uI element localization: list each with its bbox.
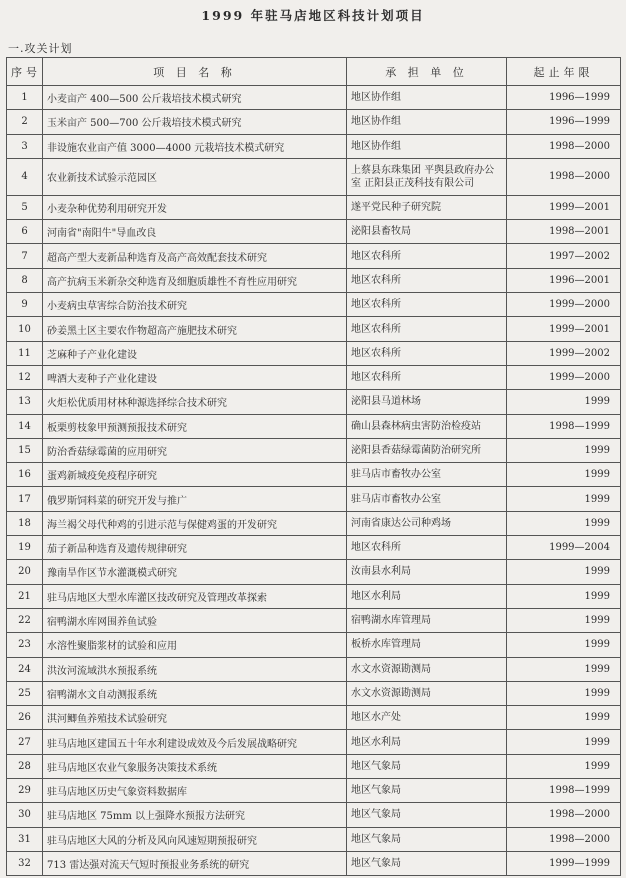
- year-range: 1999: [507, 390, 621, 414]
- header-unit: 承 担 单 位: [347, 58, 507, 86]
- year-range: 1999: [507, 706, 621, 730]
- section-title: 一.攻关计划: [8, 42, 73, 55]
- table-row: [7, 341, 621, 365]
- header-no: 序号: [7, 58, 43, 86]
- row-number: 20: [7, 560, 43, 584]
- undertaking-unit: 板桥水库管理局: [347, 633, 507, 657]
- row-number: 15: [7, 438, 43, 462]
- row-number: 7: [7, 244, 43, 268]
- project-name: 河南省"南阳牛"导血改良: [43, 220, 347, 244]
- project-name: 小麦病虫草害综合防治技术研究: [43, 293, 347, 317]
- row-number: 5: [7, 195, 43, 219]
- undertaking-unit: 泌阳县马道林场: [347, 390, 507, 414]
- row-number: 28: [7, 754, 43, 778]
- table-row: [7, 220, 621, 244]
- undertaking-unit: 宿鸭湖水库管理局: [347, 608, 507, 632]
- project-name: 豫南旱作区节水灌溉模式研究: [43, 560, 347, 584]
- project-name: 小麦亩产 400—500 公斤栽培技术模式研究: [43, 86, 347, 110]
- project-name: 驻马店地区 75mm 以上强降水预报方法研究: [43, 803, 347, 827]
- table-row: [7, 681, 621, 705]
- year-range: 1999—2000: [507, 293, 621, 317]
- undertaking-unit: 遂平党民种子研究院: [347, 195, 507, 219]
- year-range: 1999—2001: [507, 317, 621, 341]
- row-number: 22: [7, 608, 43, 632]
- undertaking-unit: 地区协作组: [347, 134, 507, 158]
- undertaking-unit: 地区气象局: [347, 779, 507, 803]
- row-number: 1: [7, 86, 43, 110]
- project-name: 超高产型大麦新品种选育及高产高效配套技术研究: [43, 244, 347, 268]
- year-range: 1999—2004: [507, 536, 621, 560]
- year-range: 1998—2000: [507, 158, 621, 195]
- undertaking-unit: 地区农科所: [347, 365, 507, 389]
- table-row: [7, 86, 621, 110]
- table-row: [7, 438, 621, 462]
- row-number: 10: [7, 317, 43, 341]
- project-name: 713 雷达强对流天气短时预报业务系统的研究: [43, 851, 347, 875]
- table-row: [7, 779, 621, 803]
- project-name: 农业新技术试验示范园区: [43, 158, 347, 195]
- undertaking-unit: 确山县森林病虫害防治检疫站: [347, 414, 507, 438]
- table-row: [7, 293, 621, 317]
- table-row: [7, 244, 621, 268]
- row-number: 12: [7, 365, 43, 389]
- project-name: 防治香菇绿霉菌的应用研究: [43, 438, 347, 462]
- year-range: 1999: [507, 584, 621, 608]
- row-number: 26: [7, 706, 43, 730]
- row-number: 23: [7, 633, 43, 657]
- year-range: 1999: [507, 560, 621, 584]
- project-name: 驻马店地区大型水库灌区技改研究及管理改革探索: [43, 584, 347, 608]
- page-title: 1999 年驻马店地区科技计划项目: [201, 8, 425, 23]
- undertaking-unit: 驻马店市畜牧办公室: [347, 487, 507, 511]
- project-name: 驻马店地区大风的分析及风向风速短期预报研究: [43, 827, 347, 851]
- year-range: 1999: [507, 511, 621, 535]
- row-number: 2: [7, 110, 43, 134]
- row-number: 17: [7, 487, 43, 511]
- table-row: [7, 536, 621, 560]
- row-number: 19: [7, 536, 43, 560]
- project-name: 海兰褐父母代种鸡的引进示范与保健鸡蛋的开发研究: [43, 511, 347, 535]
- table-row: [7, 268, 621, 292]
- project-name: 宿鸭湖水文自动测报系统: [43, 681, 347, 705]
- year-range: 1998—1999: [507, 414, 621, 438]
- year-range: 1999: [507, 608, 621, 632]
- undertaking-unit: 泌阳县香菇绿霉菌防治研究所: [347, 438, 507, 462]
- row-number: 30: [7, 803, 43, 827]
- year-range: 1999—2001: [507, 195, 621, 219]
- project-name: 俄罗斯饲料菜的研究开发与推广: [43, 487, 347, 511]
- row-number: 27: [7, 730, 43, 754]
- project-name: 非设施农业亩产值 3000—4000 元栽培技术模式研究: [43, 134, 347, 158]
- project-name: 玉米亩产 500—700 公斤栽培技术模式研究: [43, 110, 347, 134]
- undertaking-unit: 河南省康达公司种鸡场: [347, 511, 507, 535]
- table-row: [7, 608, 621, 632]
- undertaking-unit: 地区水利局: [347, 584, 507, 608]
- year-range: 1999: [507, 463, 621, 487]
- undertaking-unit: 水文水资源勘测局: [347, 657, 507, 681]
- table-row: [7, 110, 621, 134]
- row-number: 9: [7, 293, 43, 317]
- year-range: 1999: [507, 438, 621, 462]
- year-range: 1996—2001: [507, 268, 621, 292]
- table-row: [7, 851, 621, 875]
- row-number: 16: [7, 463, 43, 487]
- row-number: 29: [7, 779, 43, 803]
- row-number: 31: [7, 827, 43, 851]
- undertaking-unit: 地区气象局: [347, 754, 507, 778]
- header-name: 项 目 名 称: [43, 58, 347, 86]
- undertaking-unit: 地区协作组: [347, 86, 507, 110]
- row-number: 8: [7, 268, 43, 292]
- undertaking-unit: 上蔡县东珠集团 平舆县政府办公室 正阳县正茂科技有限公司: [347, 158, 507, 195]
- table-row: [7, 827, 621, 851]
- table-row: [7, 134, 621, 158]
- row-number: 14: [7, 414, 43, 438]
- year-range: 1998—1999: [507, 779, 621, 803]
- year-range: 1996—1999: [507, 110, 621, 134]
- undertaking-unit: 地区协作组: [347, 110, 507, 134]
- row-number: 25: [7, 681, 43, 705]
- row-number: 21: [7, 584, 43, 608]
- table-row: [7, 633, 621, 657]
- year-range: 1999—1999: [507, 851, 621, 875]
- undertaking-unit: 地区水产处: [347, 706, 507, 730]
- project-name: 驻马店地区建国五十年水利建设成效及今后发展战略研究: [43, 730, 347, 754]
- project-name: 砂姜黑土区主要农作物超高产施肥技术研究: [43, 317, 347, 341]
- table-row: [7, 487, 621, 511]
- row-number: 18: [7, 511, 43, 535]
- project-name: 宿鸭湖水库网围养鱼试验: [43, 608, 347, 632]
- undertaking-unit: 地区水利局: [347, 730, 507, 754]
- year-range: 1999: [507, 730, 621, 754]
- project-name: 蛋鸡新城疫免疫程序研究: [43, 463, 347, 487]
- year-range: 1998—2000: [507, 827, 621, 851]
- undertaking-unit: 地区气象局: [347, 803, 507, 827]
- undertaking-unit: 地区气象局: [347, 851, 507, 875]
- table-row: [7, 317, 621, 341]
- project-name: 洪汝河流域洪水预报系统: [43, 657, 347, 681]
- project-name: 小麦杂种优势利用研究开发: [43, 195, 347, 219]
- year-range: 1999—2000: [507, 365, 621, 389]
- undertaking-unit: 地区气象局: [347, 827, 507, 851]
- undertaking-unit: 地区农科所: [347, 341, 507, 365]
- project-name: 水溶性聚脂浆材的试验和应用: [43, 633, 347, 657]
- row-number: 32: [7, 851, 43, 875]
- undertaking-unit: 驻马店市畜牧办公室: [347, 463, 507, 487]
- project-name: 淇河鲫鱼养殖技术试验研究: [43, 706, 347, 730]
- table-row: [7, 560, 621, 584]
- table-row: [7, 195, 621, 219]
- year-range: 1999: [507, 657, 621, 681]
- table-row: [7, 706, 621, 730]
- year-range: 1997—2002: [507, 244, 621, 268]
- table-row: [7, 158, 621, 195]
- table-row: [7, 463, 621, 487]
- project-table: [6, 57, 621, 876]
- table-row: [7, 803, 621, 827]
- project-name: 高产抗病玉米新杂交种选育及细胞质雄性不育性应用研究: [43, 268, 347, 292]
- undertaking-unit: 地区农科所: [347, 536, 507, 560]
- year-range: 1998—2000: [507, 134, 621, 158]
- year-range: 1999: [507, 633, 621, 657]
- row-number: 24: [7, 657, 43, 681]
- table-row: [7, 754, 621, 778]
- table-header-row: [7, 58, 621, 86]
- year-range: 1999: [507, 487, 621, 511]
- project-name: 板栗剪枝象甲预测预报技术研究: [43, 414, 347, 438]
- row-number: 11: [7, 341, 43, 365]
- row-number: 6: [7, 220, 43, 244]
- row-number: 13: [7, 390, 43, 414]
- project-name: 驻马店地区历史气象资料数据库: [43, 779, 347, 803]
- row-number: 3: [7, 134, 43, 158]
- table-row: [7, 414, 621, 438]
- table-row: [7, 730, 621, 754]
- undertaking-unit: 地区农科所: [347, 268, 507, 292]
- year-range: 1998—2001: [507, 220, 621, 244]
- table-row: [7, 365, 621, 389]
- undertaking-unit: 地区农科所: [347, 293, 507, 317]
- table-row: [7, 390, 621, 414]
- year-range: 1999: [507, 754, 621, 778]
- undertaking-unit: 水文水资源勘测局: [347, 681, 507, 705]
- table-row: [7, 584, 621, 608]
- header-years: 起止年限: [507, 58, 621, 86]
- project-name: 火炬松优质用材林种源选择综合技术研究: [43, 390, 347, 414]
- undertaking-unit: 汝南县水利局: [347, 560, 507, 584]
- year-range: 1998—2000: [507, 803, 621, 827]
- year-range: 1996—1999: [507, 86, 621, 110]
- undertaking-unit: 泌阳县畜牧局: [347, 220, 507, 244]
- project-name: 驻马店地区农业气象服务决策技术系统: [43, 754, 347, 778]
- table-row: [7, 657, 621, 681]
- project-name: 芝麻种子产业化建设: [43, 341, 347, 365]
- undertaking-unit: 地区农科所: [347, 317, 507, 341]
- project-name: 啤酒大麦种子产业化建设: [43, 365, 347, 389]
- undertaking-unit: 地区农科所: [347, 244, 507, 268]
- year-range: 1999: [507, 681, 621, 705]
- row-number: 4: [7, 158, 43, 195]
- project-name: 茄子新品种选育及遗传规律研究: [43, 536, 347, 560]
- table-row: [7, 511, 621, 535]
- year-range: 1999—2002: [507, 341, 621, 365]
